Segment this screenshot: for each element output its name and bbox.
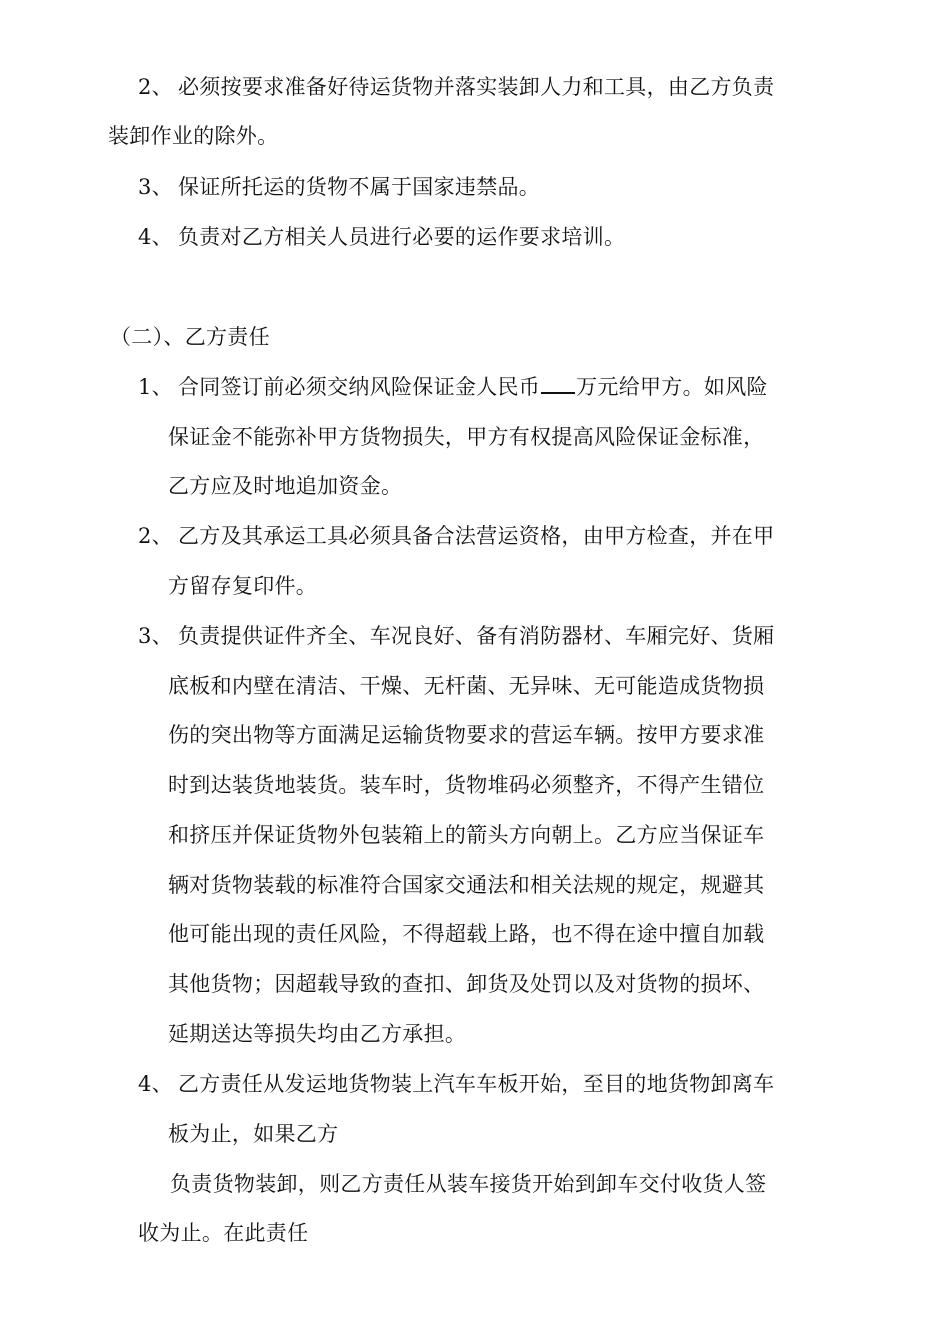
party-a-item-2-line-1 xyxy=(138,72,774,102)
party-b-item-4-line-1 xyxy=(138,1069,774,1099)
paragraph-text: 乙方责任从发运地货物装上汽车车板开始，至目的地货物卸离车 xyxy=(178,1072,775,1096)
party-b-item-4-line-4: 收为止。在此责任 xyxy=(138,1221,309,1245)
party-a-item-2-line-2: 装卸作业的除外。 xyxy=(108,124,279,148)
party-b-item-3-line-8: 其他货物；因超载导致的查扣、卸货及处罚以及对货物的损坏、 xyxy=(168,972,765,996)
paragraph-text: 必须按要求准备好待运货物并落实装卸人力和工具，由乙方负责 xyxy=(178,75,775,99)
party-b-item-2-line-2: 方留存复印件。 xyxy=(168,574,318,598)
paragraph-text: 保证所托运的货物不属于国家违禁品。 xyxy=(178,175,541,199)
list-number: 3、 xyxy=(138,624,173,648)
paragraph-text: 负责对乙方相关人员进行必要的运作要求培训。 xyxy=(178,225,626,249)
list-number: 2、 xyxy=(138,75,173,99)
party-b-item-3-line-9: 延期送达等损失均由乙方承担。 xyxy=(168,1022,467,1046)
paragraph-text: 负责提供证件齐全、车况良好、备有消防器材、车厢完好、货厢 xyxy=(178,624,775,648)
paragraph-text: 乙方及其承运工具必须具备合法营运资格，由甲方检查，并在甲 xyxy=(178,524,775,548)
party-b-item-2-line-1 xyxy=(138,521,774,551)
party-b-item-1-line-2: 保证金不能弥补甲方货物损失，甲方有权提高风险保证金标准， xyxy=(168,425,765,449)
party-b-item-3-line-2: 底板和内壁在清洁、干燥、无杆菌、无异味、无可能造成货物损 xyxy=(168,674,765,698)
party-b-item-4-line-2: 板为止，如果乙方 xyxy=(168,1122,339,1146)
list-number: 3、 xyxy=(138,175,173,199)
party-b-item-3-line-4: 时到达装货地装货。装车时，货物堆码必须整齐，不得产生错位 xyxy=(168,773,765,797)
party-b-item-1-line-1 xyxy=(138,372,768,402)
paragraph-text: 合同签订前必须交纳风险保证金人民币 xyxy=(178,375,541,399)
party-b-item-3-line-1 xyxy=(138,621,774,651)
fill-in-blank xyxy=(541,374,575,394)
section-heading-party-b: （二）、乙方责任 xyxy=(110,325,270,349)
party-b-item-4-line-3: 负责货物装卸，则乙方责任从装车接货开始到卸车交付收货人签 xyxy=(170,1172,767,1196)
list-number: 2、 xyxy=(138,524,173,548)
party-b-item-3-line-7: 他可能出现的责任风险，不得超载上路，也不得在途中擅自加载 xyxy=(168,922,765,946)
list-number: 4、 xyxy=(138,225,173,249)
party-a-item-3 xyxy=(138,172,540,202)
paragraph-text: 万元给甲方。如风险 xyxy=(576,375,768,399)
list-number: 4、 xyxy=(138,1072,173,1096)
party-b-item-3-line-3: 伤的突出物等方面满足运输货物要求的营运车辆。按甲方要求准 xyxy=(168,723,765,747)
list-number: 1、 xyxy=(138,375,173,399)
party-b-item-3-line-6: 辆对货物装载的标准符合国家交通法和相关法规的规定，规避其 xyxy=(168,873,765,897)
party-a-item-4 xyxy=(138,222,625,252)
party-b-item-3-line-5: 和挤压并保证货物外包装箱上的箭头方向朝上。乙方应当保证车 xyxy=(168,823,765,847)
party-b-item-1-line-3: 乙方应及时地追加资金。 xyxy=(168,474,403,498)
